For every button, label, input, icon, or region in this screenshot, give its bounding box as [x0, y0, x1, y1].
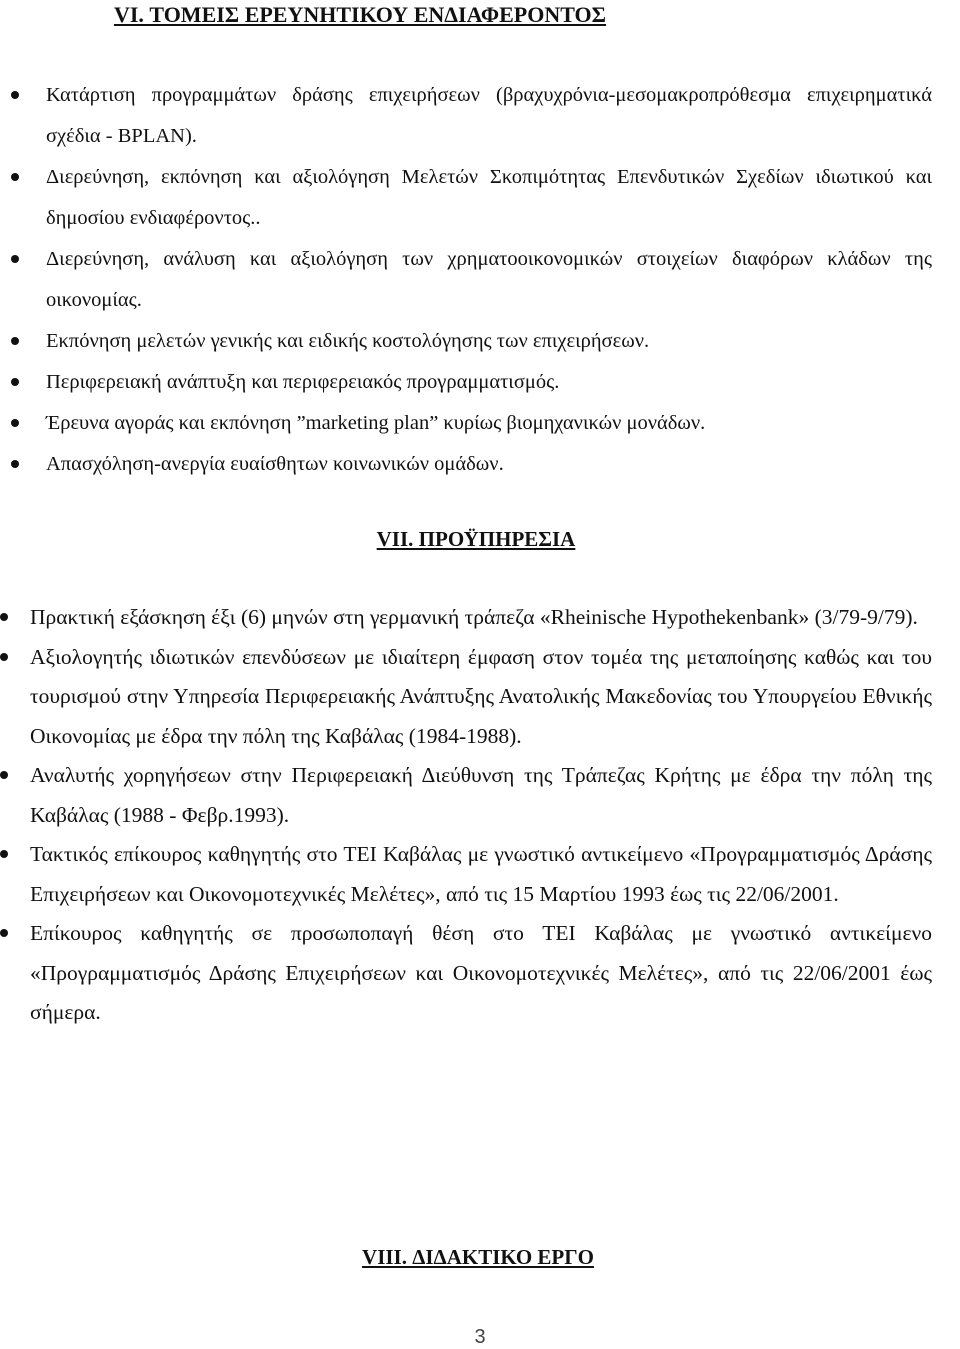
list-item-text: Επίκουρος καθηγητής σε προσωποπαγή θέση στο ΤΕΙ Καβάλας με γνωστικό αντικείμενο «Προγραμματισμός Δράσης Επιχειρήσεων και Οικονομοτεχνικές Μελέτες», από τις 22/06/2001 έως σήμερα.: [30, 921, 932, 1024]
bullet-icon: [11, 91, 19, 99]
bullet-icon: [0, 653, 8, 661]
page-number: 3: [474, 1326, 486, 1348]
bullet-icon: [0, 850, 8, 858]
list-item-text: Απασχόληση-ανεργία ευαίσθητων κοινωνικών ομάδων.: [46, 453, 504, 475]
section-7-heading: VII. ΠΡΟΫΠΗΡΕΣΙΑ: [376, 527, 576, 551]
list-item-text: Κατάρτιση προγραμμάτων δράσης επιχειρήσεων (βραχυχρόνια-μεσομακροπρόθεσμα επιχειρηματικά σχέδια - BPLAN).: [46, 84, 932, 147]
list-item-text: Πρακτική εξάσκηση έξι (6) μηνών στη γερμανική τράπεζα «Rheinische Hypothekenbank» (3/79-9/79).: [30, 605, 918, 629]
bullet-icon: [11, 173, 19, 181]
list-item-text: Διερεύνηση, ανάλυση και αξιολόγηση των χρηματοοικονομικών στοιχείων διαφόρων κλάδων της οικονομίας.: [46, 248, 932, 311]
bullet-icon: [11, 460, 19, 468]
section-8-heading: VIII. ΔΙΔΑΚΤΙΚΟ ΕΡΓΟ: [362, 1245, 594, 1269]
bullet-icon: [11, 255, 19, 263]
list-item-text: Αναλυτής χορηγήσεων στην Περιφερειακή Διεύθυνση της Τράπεζας Κρήτης με έδρα την πόλη της Καβάλας (1988 - Φεβρ.1993).: [30, 763, 932, 827]
list-item: [46, 362, 932, 403]
list-item: [46, 444, 932, 485]
list-item: [30, 756, 932, 835]
bullet-icon: [0, 929, 8, 937]
list-item: [30, 914, 932, 1033]
list-item: [46, 75, 932, 157]
list-item: [46, 403, 932, 444]
list-item: [46, 157, 932, 239]
list-item: [30, 835, 932, 914]
bullet-icon: [0, 613, 8, 621]
list-item-text: Τακτικός επίκουρος καθηγητής στο ΤΕΙ Καβάλας με γνωστικό αντικείμενο «Προγραμματισμός Δράσης Επιχειρήσεων και Οικονομοτεχνικές Μελέτες», από τις 15 Μαρτίου 1993 έως τις 22/06/2001.: [30, 842, 932, 906]
list-item: [46, 321, 932, 362]
research-interests-list: [46, 75, 932, 485]
section-6-heading: VI. ΤΟΜΕΙΣ ΕΡΕΥΝΗΤΙΚΟΥ ΕΝΔΙΑΦΕΡΟΝΤΟΣ: [113, 2, 607, 27]
bullet-icon: [11, 337, 19, 345]
bullet-icon: [11, 378, 19, 386]
list-item-text: Διερεύνηση, εκπόνηση και αξιολόγηση Μελετών Σκοπιμότητας Επενδυτικών Σχεδίων ιδιωτικού και δημοσίου ενδιαφέροντος..: [46, 166, 932, 229]
list-item: [30, 598, 932, 638]
list-item: [46, 239, 932, 321]
list-item-text: Έρευνα αγοράς και εκπόνηση ”marketing plan” κυρίως βιομηχανικών μονάδων.: [46, 412, 706, 434]
list-item-text: Εκπόνηση μελετών γενικής και ειδικής κοστολόγησης των επιχειρήσεων.: [46, 330, 650, 352]
bullet-icon: [11, 419, 19, 427]
list-item-text: Αξιολογητής ιδιωτικών επενδύσεων με ιδιαίτερη έμφαση στον τομέα της μεταποίησης καθώς και του τουρισμού στην Υπηρεσία Περιφερειακής Ανάπτυξης Ανατολικής Μακεδονίας του Υπουργείου Εθνικής Οικονομίας με έδρα την πόλη της Καβάλας (1984-1988).: [30, 644, 932, 748]
work-experience-list: [30, 598, 932, 1033]
list-item-text: Περιφερειακή ανάπτυξη και περιφερειακός προγραμματισμός.: [46, 371, 560, 393]
bullet-icon: [0, 771, 8, 779]
list-item: [30, 638, 932, 757]
